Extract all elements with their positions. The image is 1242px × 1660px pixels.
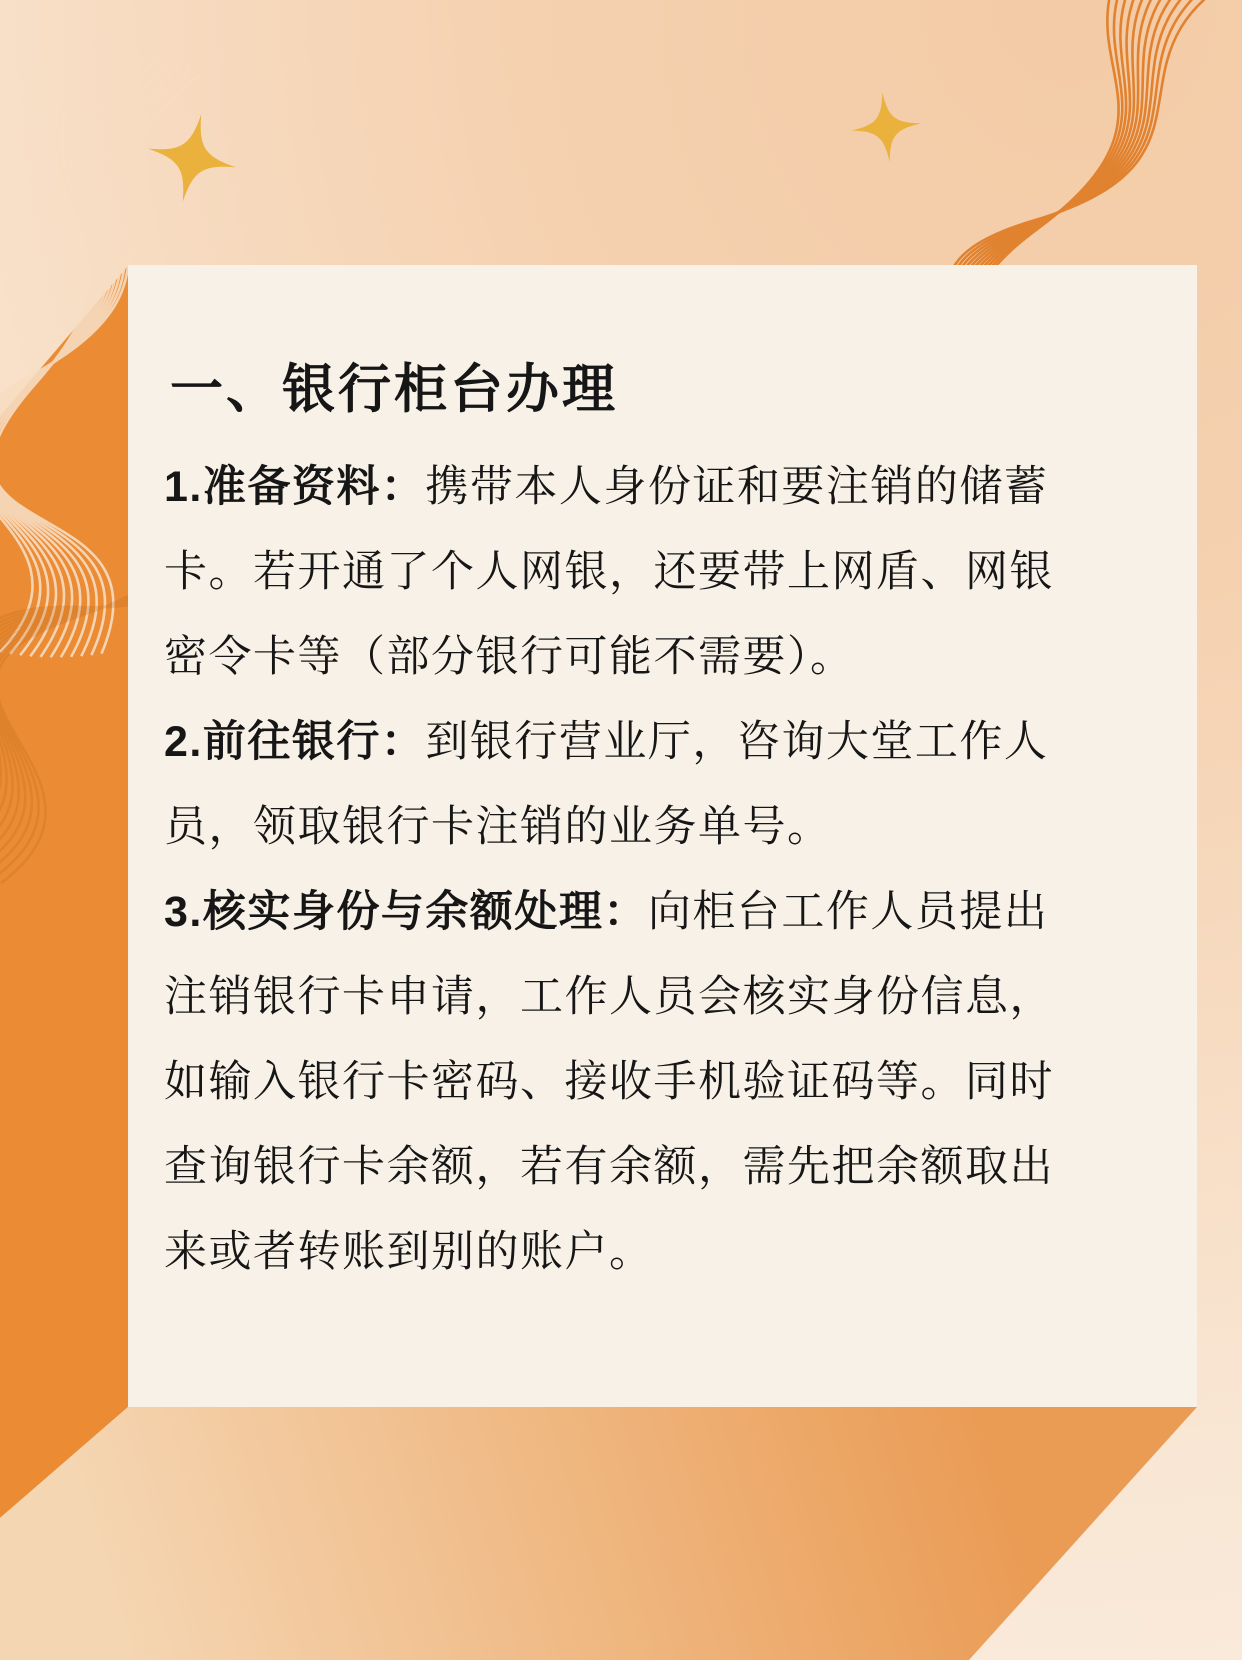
- step-paragraph-3: [164, 870, 1081, 1295]
- sparkle-star-icon: [847, 88, 924, 165]
- step-2-label: 2.前往银行：: [164, 718, 426, 766]
- step-3-label: 3.核实身份与余额处理：: [164, 888, 648, 936]
- section-title: 一、银行柜台办理: [170, 360, 618, 419]
- orange-floor-shape: [0, 1407, 1197, 1660]
- orange-wall-shape: [0, 266, 128, 1518]
- step-paragraph-2: [164, 700, 1081, 870]
- step-1-text: 携带本人身份证和要注销的储蓄卡。若开通了个人网银，还要带上网盾、网银密令卡等（部分银行可能不需要）。: [164, 463, 1054, 681]
- card-text-area: [128, 265, 1197, 1407]
- step-2-text: 到银行营业厅，咨询大堂工作人员，领取银行卡注销的业务单号。: [164, 718, 1049, 851]
- step-3-text: 向柜台工作人员提出注销银行卡申请，工作人员会核实身份信息，如输入银行卡密码、接收手机验证码等。同时查询银行卡余额，若有余额，需先把余额取出来或者转账到别的账户。: [164, 888, 1054, 1276]
- step-1-label: 1.准备资料：: [164, 463, 426, 511]
- step-paragraph-1: [164, 445, 1081, 700]
